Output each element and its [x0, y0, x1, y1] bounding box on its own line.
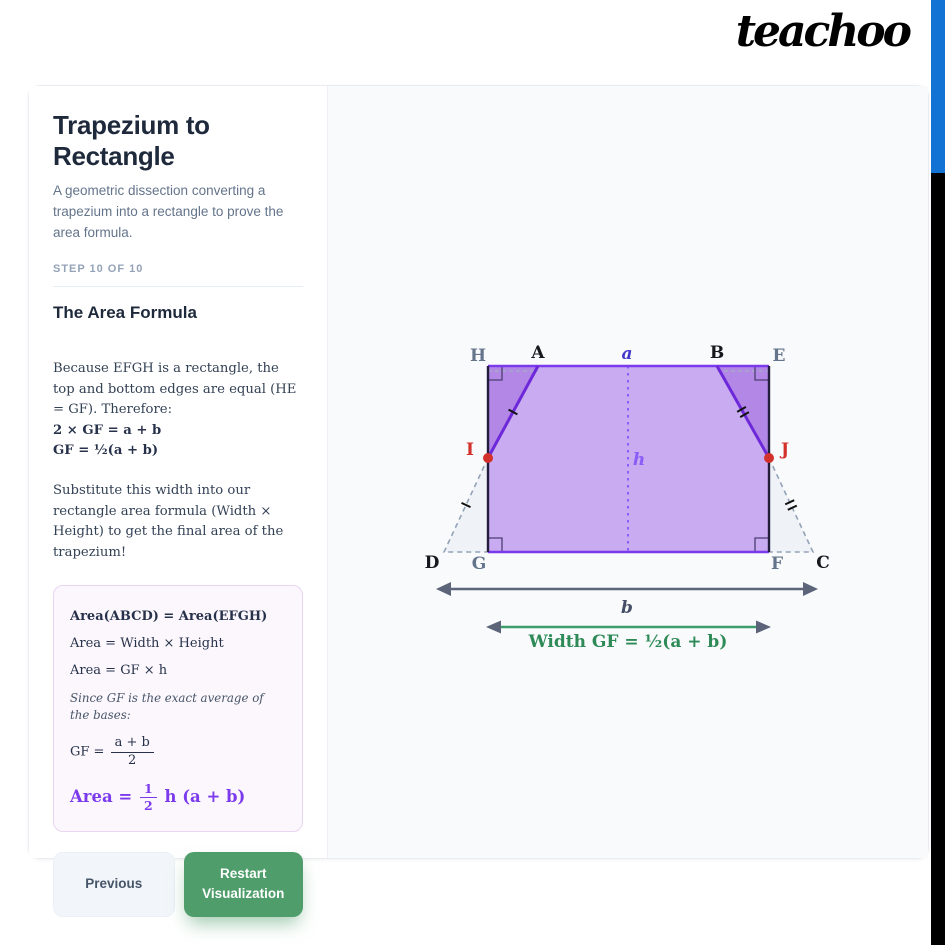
- label-i: I: [466, 440, 474, 460]
- main-card: [28, 85, 929, 901]
- previous-button[interactable]: Previous: [53, 852, 175, 917]
- step-description: [53, 359, 303, 563]
- point-i-dot: [483, 453, 493, 463]
- width-gf-label: Width GF = ½(a + b): [528, 632, 728, 652]
- label-j: J: [780, 440, 790, 460]
- button-row: [53, 852, 303, 917]
- formula-box-line-2: Area = Width × Height: [70, 636, 224, 652]
- visualization-panel: [328, 86, 928, 858]
- final-area-formula: [70, 782, 286, 813]
- label-h: H: [469, 346, 487, 366]
- step-indicator: STEP 10 OF 10: [53, 263, 144, 276]
- formula-box: [53, 585, 303, 831]
- label-base-b: b: [621, 598, 633, 618]
- formula-box-note: Since GF is the exact average of the bases:: [70, 691, 264, 723]
- final-numerator: 1: [140, 782, 157, 798]
- gf-numerator: a + b: [111, 736, 154, 752]
- page-subtitle: A geometric dissection converting a trapezium into a rectangle to prove the area formula.: [53, 183, 284, 241]
- ghost-triangle-jcf-fill: [769, 458, 813, 552]
- gf-fraction-line: [70, 736, 286, 768]
- right-edge-blue-stripe: [931, 0, 945, 173]
- final-fraction: [140, 782, 157, 813]
- label-e: E: [772, 346, 786, 366]
- paragraph-2: Substitute this width into our rectangle area formula (Width × Height) to get the final area of the trapezium!: [53, 483, 284, 560]
- label-height: h: [632, 450, 646, 470]
- formula-box-line-3: Area = GF × h: [70, 663, 168, 679]
- formula-line-2: GF = ½(a + b): [53, 442, 159, 458]
- final-prefix: Area =: [70, 786, 133, 806]
- formula-line-1: 2 × GF = a + b: [53, 422, 162, 438]
- step-heading: The Area Formula: [53, 303, 197, 323]
- b-arrowhead-right: [803, 582, 818, 596]
- label-a-vertex: A: [531, 343, 545, 363]
- teachoo-logo: teachoo: [735, 6, 909, 57]
- gf-fraction: [111, 736, 154, 768]
- point-j-dot: [764, 453, 774, 463]
- label-d: D: [424, 553, 440, 573]
- divider: [53, 286, 303, 287]
- width-arrowhead-right: [756, 621, 771, 634]
- label-g: G: [471, 554, 487, 574]
- trapezium-diagram: [421, 331, 851, 661]
- label-a-side: a: [621, 344, 633, 364]
- gf-denominator: 2: [128, 752, 137, 768]
- b-arrowhead-left: [436, 582, 451, 596]
- restart-visualization-button[interactable]: Restart Visualization: [184, 852, 304, 917]
- label-b-vertex: B: [709, 343, 725, 363]
- page-title: Trapezium to Rectangle: [53, 110, 210, 172]
- width-arrowhead-left: [486, 621, 501, 634]
- sidebar: [29, 86, 328, 901]
- final-suffix: h (a + b): [164, 786, 246, 806]
- right-edge-black-stripe: [931, 173, 945, 945]
- paragraph-1: Because EFGH is a rectangle, the top and bottom edges are equal (HE = GF). Therefore:: [53, 361, 297, 418]
- formula-box-line-1: Area(ABCD) = Area(EFGH): [70, 609, 268, 625]
- label-c: C: [816, 553, 830, 573]
- gf-prefix: GF =: [70, 744, 105, 760]
- final-denominator: 2: [144, 797, 153, 813]
- label-f: F: [770, 554, 784, 574]
